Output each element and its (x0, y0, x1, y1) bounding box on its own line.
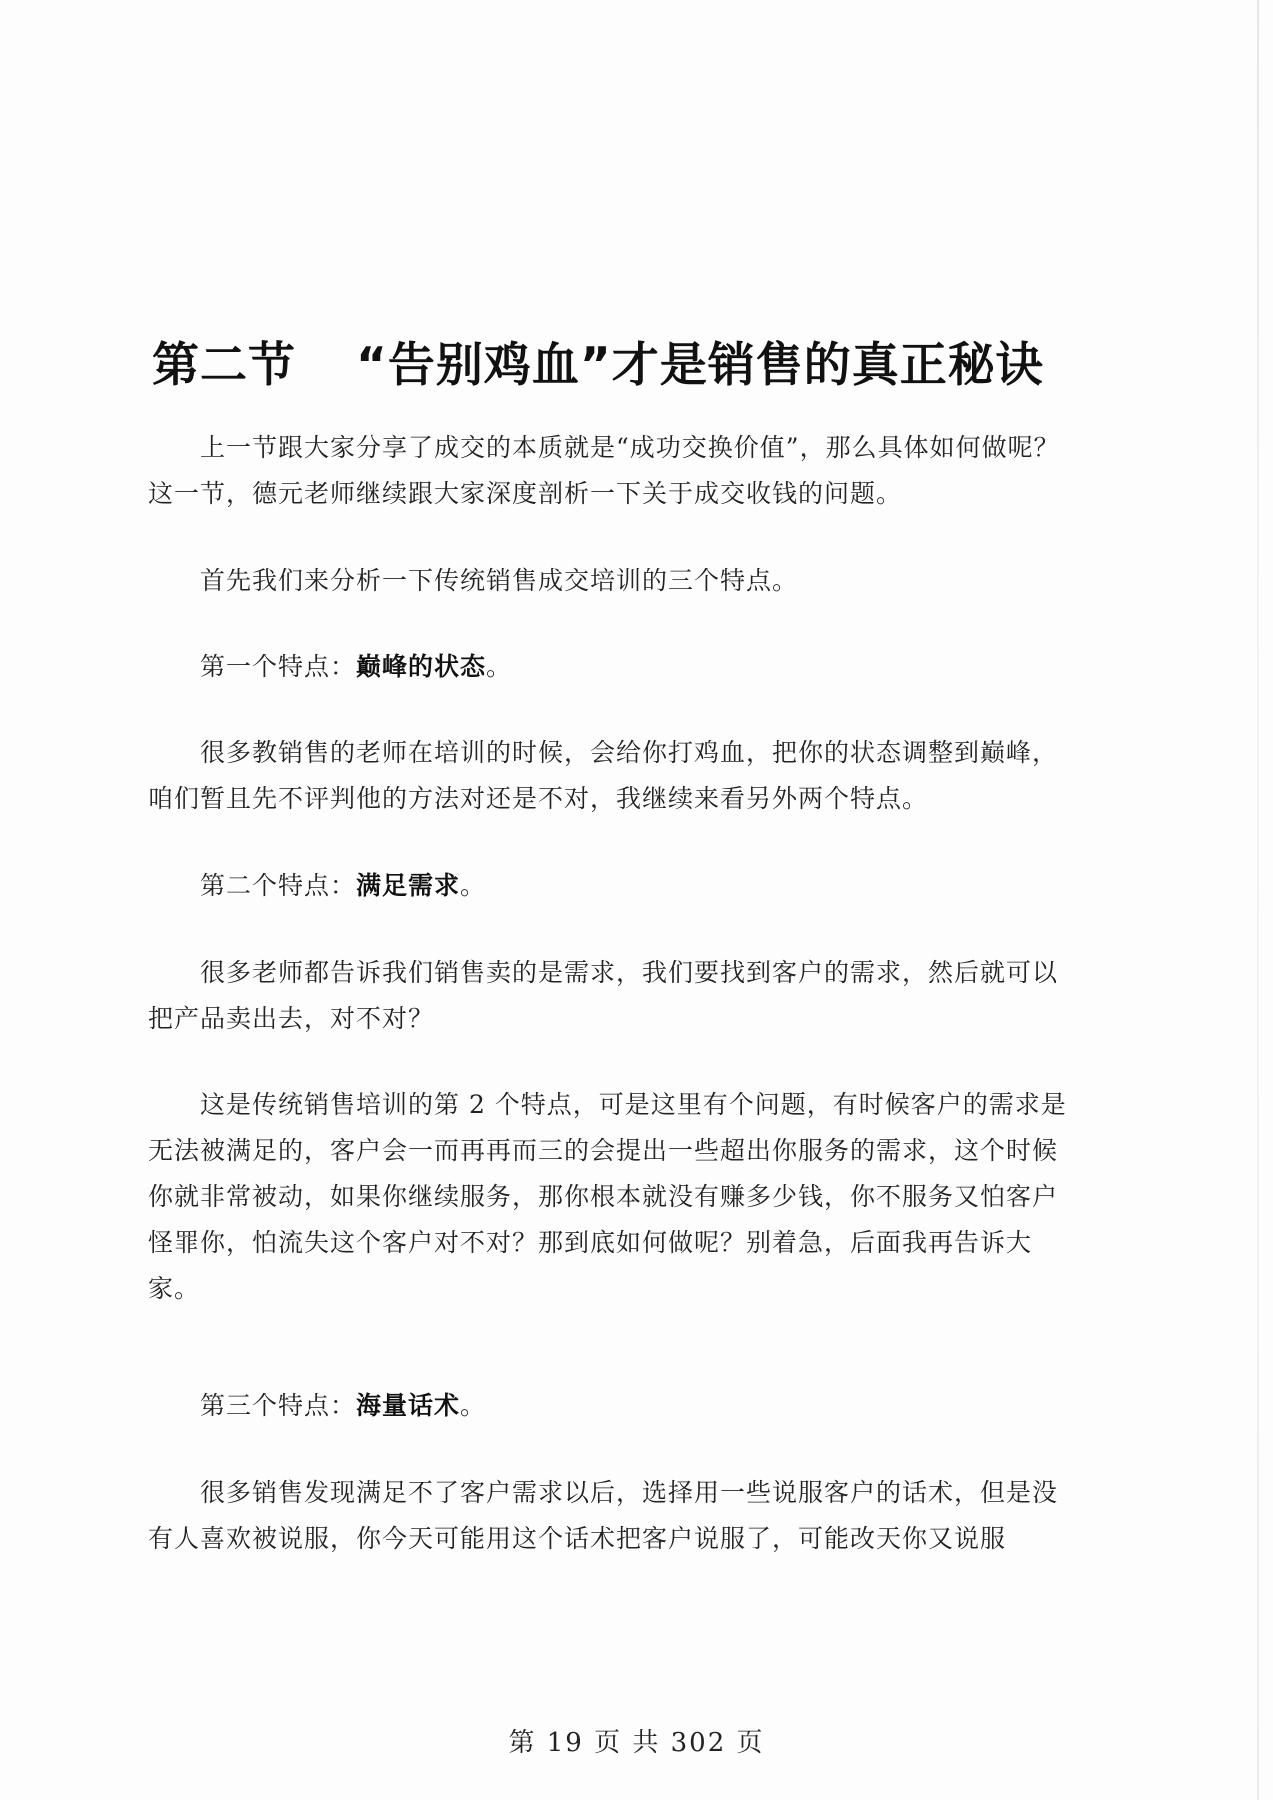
page-footer: 第 19 页 共 302 页 (508, 1728, 765, 1758)
point-title: 巅峰的状态 (356, 652, 487, 681)
section-number: 第二节 (152, 338, 296, 393)
page-edge (1257, 0, 1259, 1800)
paragraph-point-2: 很多老师都告诉我们销售卖的是需求，我们要找到客户的需求，然后就可以把产品卖出去，对不对？ (148, 958, 1059, 1033)
point-title: 满足需求 (356, 871, 461, 900)
point-heading-3: 第三个特点：海量话术。 (200, 1391, 487, 1420)
paragraph-point-1: 很多教销售的老师在培训的时候，会给你打鸡血，把你的状态调整到巅峰，咱们暂且先不评判他的方法对还是不对，我继续来看另外两个特点。 (148, 738, 1059, 813)
paragraph-point-2-detail: 这是传统销售培训的第 2 个特点，可是这里有个问题，有时候客户的需求是无法被满足的，客户会一而再再而三的会提出一些超出你服务的需求，这个时候你就非常被动，如果你继续服务，那你根本就没有赚多少钱，你不服务又怕客户怪罪你，怕流失这个客户对不对？那到底如何做呢？别着急，后面我再告诉大家。 (148, 1090, 1067, 1303)
point-heading-1: 第一个特点：巅峰的状态。 (200, 652, 513, 681)
point-label: 第二个特点： (200, 871, 357, 900)
section-title: “告别鸡血”才是销售的真正秘诀 (356, 338, 1044, 393)
paragraph-point-3: 很多销售发现满足不了客户需求以后，选择用一些说服客户的话术，但是没有人喜欢被说服，你今天可能用这个话术把客户说服了，可能改天你又说服 (148, 1478, 1059, 1553)
point-heading-2: 第二个特点：满足需求。 (200, 871, 487, 900)
point-title: 海量话术 (356, 1391, 461, 1420)
paragraph-overview: 首先我们来分析一下传统销售成交培训的三个特点。 (200, 566, 799, 595)
section-heading (152, 328, 1152, 395)
point-label: 第三个特点： (200, 1391, 357, 1420)
point-label: 第一个特点： (200, 652, 357, 681)
paragraph-intro: 上一节跟大家分享了成交的本质就是“成功交换价值”，那么具体如何做呢？这一节，德元老师继续跟大家深度剖析一下关于成交收钱的问题。 (148, 433, 1060, 508)
